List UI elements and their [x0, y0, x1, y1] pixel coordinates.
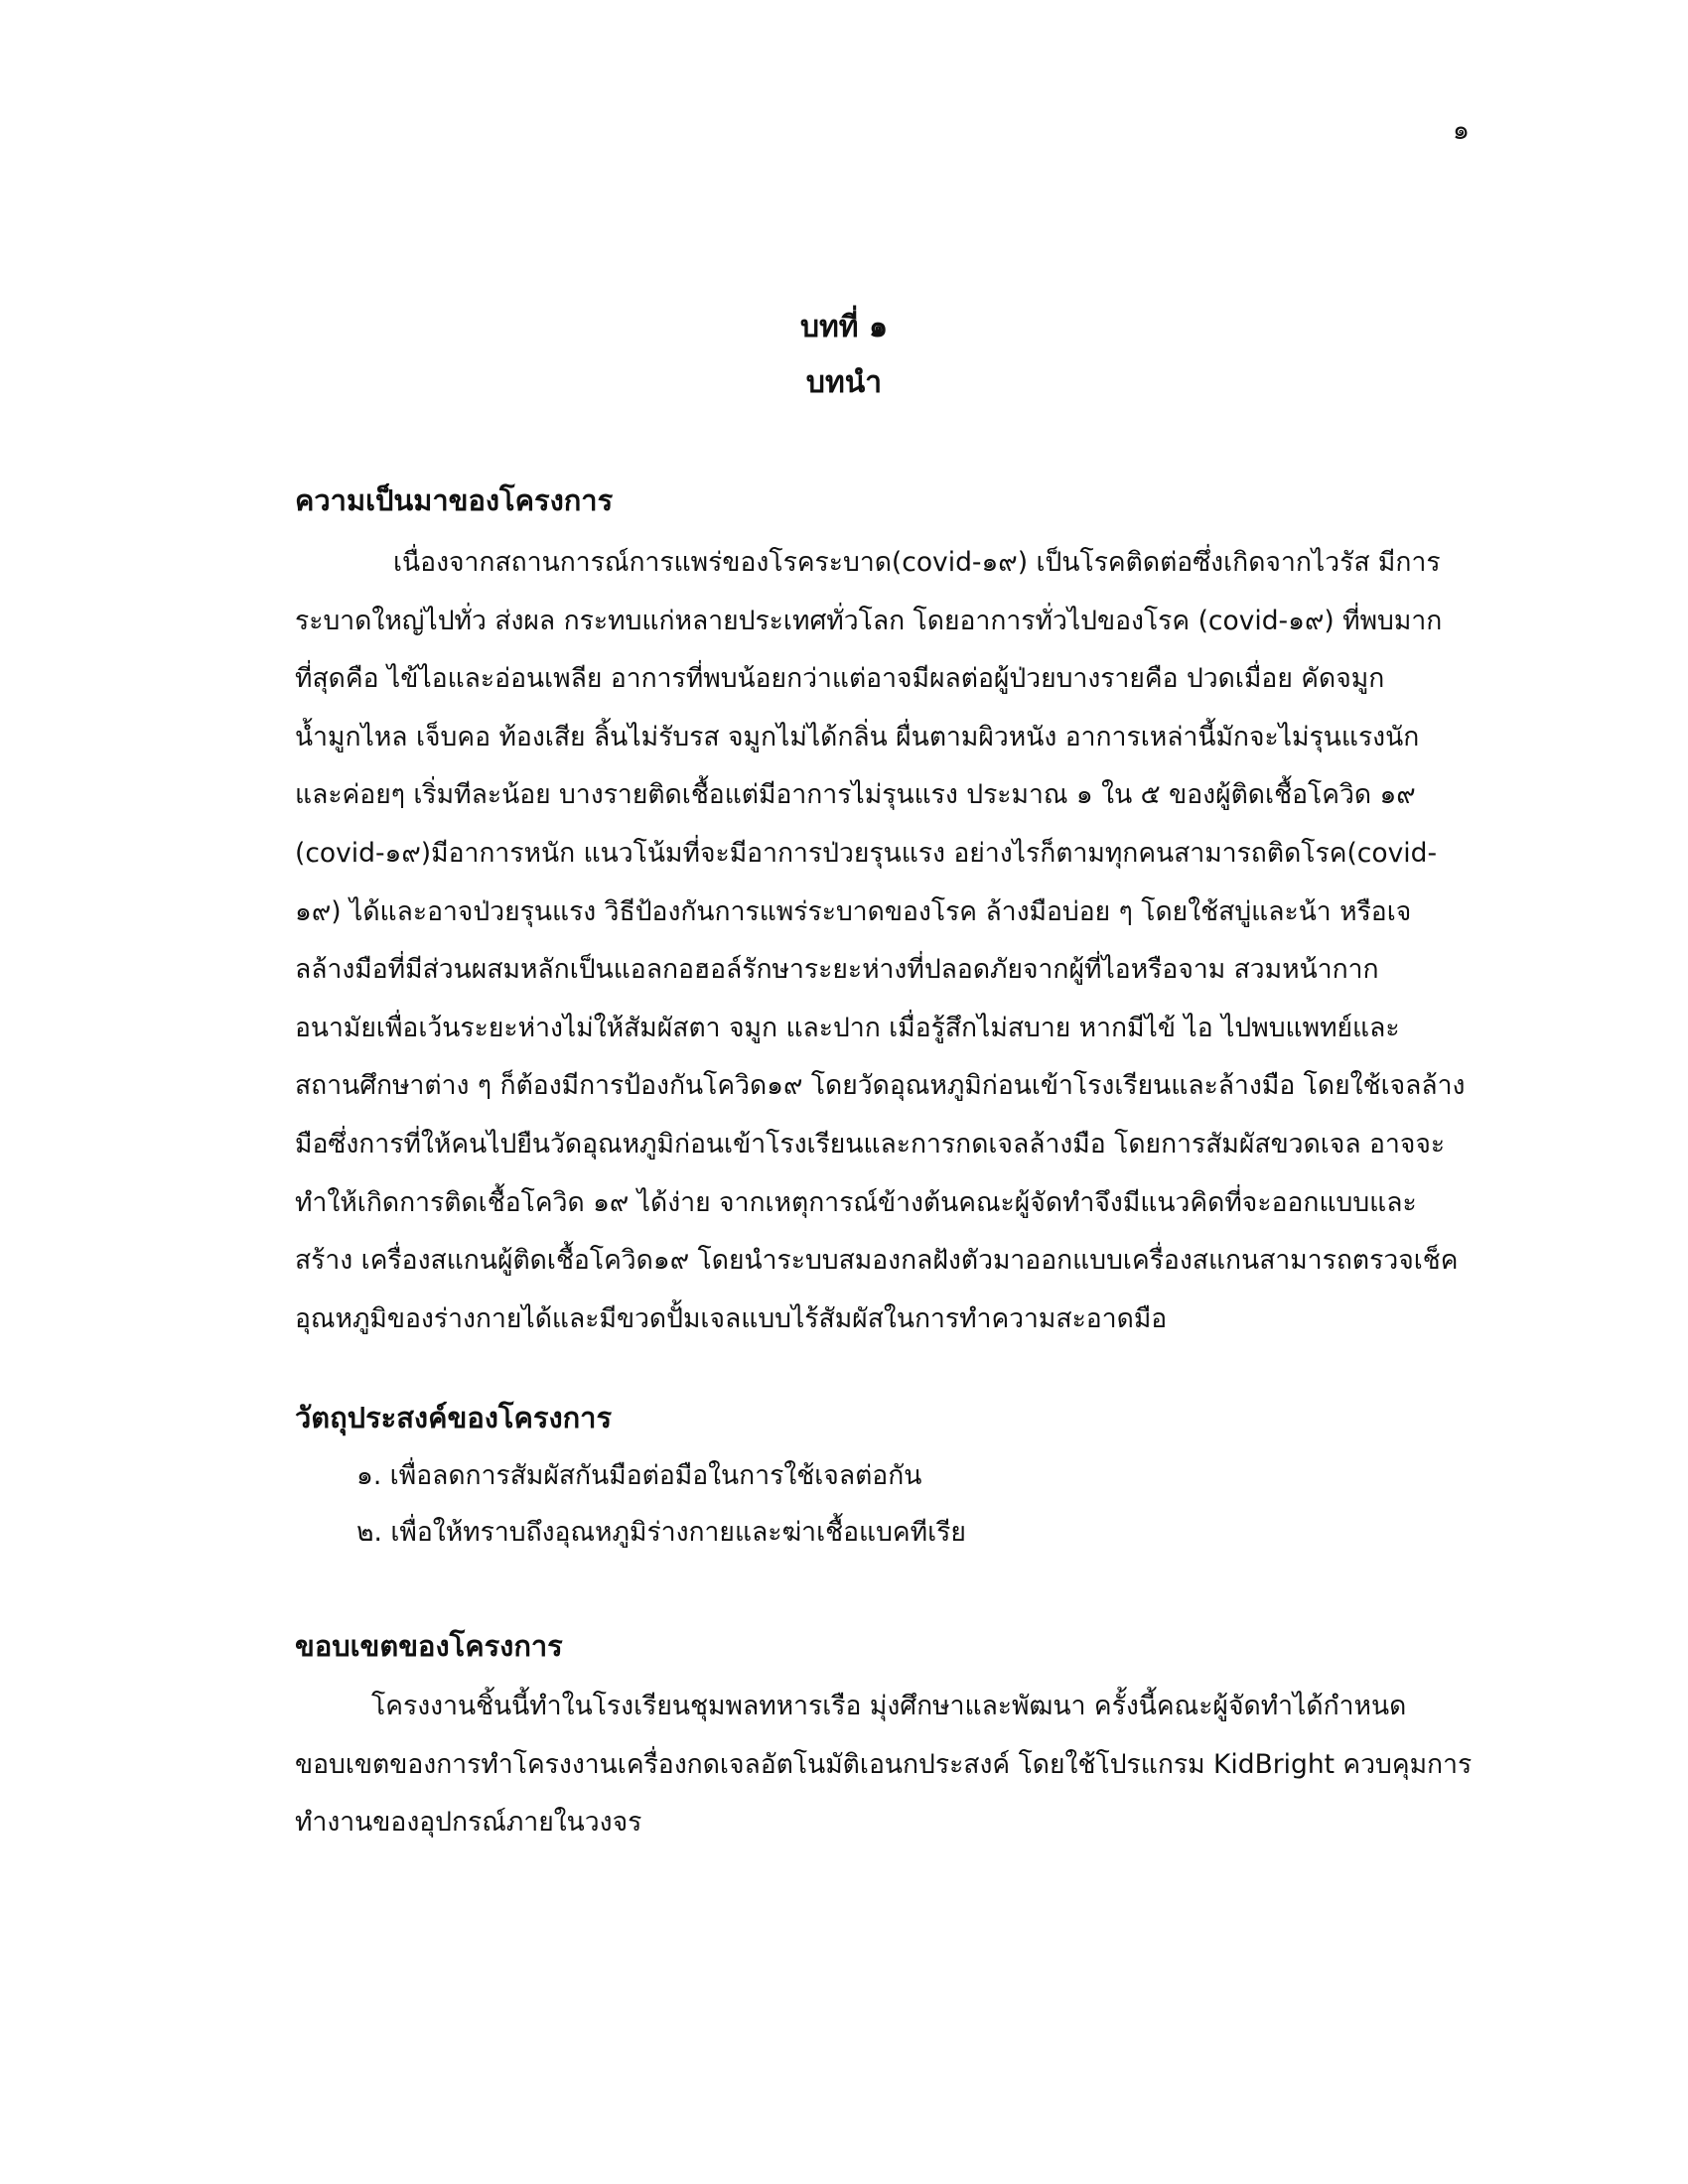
list-item: ๑. เพื่อลดการสัมผัสกันมือต่อมือในการใช้เจลต่อกัน [356, 1460, 922, 1491]
paragraph-line: อุณหภูมิของร่างกายได้และมีขวดปั้มเจลแบบไร้สัมผัสในการทำความสะอาดมือ [295, 1302, 1168, 1334]
paragraph-line: ทำให้เกิดการติดเชื้อโควิด ๑๙ ได้ง่าย จากเหตุการณ์ข้างต้นคณะผู้จัดทำจึงมีแนวคิดที่จะออกแบบและ [295, 1186, 1417, 1218]
objectives-heading: วัตถุประสงค์ของโครงการ [295, 1401, 613, 1434]
paragraph-line: เนื่องจากสถานการณ์การแพร่ของโรคระบาด(covid-๑๙) เป็นโรคติดต่อซึ่งเกิดจากไวรัส มีการ [393, 547, 1441, 578]
scope-section [295, 1618, 1486, 1852]
paragraph-line: ทำงานของอุปกรณ์ภายในวงจร [295, 1807, 642, 1839]
scope-heading: ขอบเขตของโครงการ [295, 1629, 563, 1663]
paragraph-line: ระบาดใหญ่ไปทั่ว ส่งผล กระทบแก่หลายประเทศทั่วโลก โดยอาการทั่วไปของโรค (covid-๑๙) ที่พบมาก [295, 605, 1443, 636]
objectives-list [295, 1447, 1486, 1561]
paragraph-line: ลล้างมือที่มีส่วนผสมหลักเป็นแอลกอฮอล์รักษาระยะห่างที่ปลอดภัยจากผู้ที่ไอหรือจาม สวมหน้ากาก [295, 954, 1379, 986]
list-item: ๒. เพื่อให้ทราบถึงอุณหภูมิร่างกายและฆ่าเชื้อแบคทีเรีย [356, 1517, 966, 1548]
paragraph-line: ที่สุดคือ ไข้ไอและอ่อนเพลีย อาการที่พบน้อยกว่าแต่อาจมีผลต่อผู้ป่วยบางรายคือ ปวดเมื่อย คัดจมูก [295, 663, 1385, 695]
paragraph-line: มือซึ่งการที่ให้คนไปยืนวัดอุณหภูมิก่อนเข้าโรงเรียนและการกดเจลล้างมือ โดยการสัมผัสขวดเจล อาจจะ [295, 1128, 1446, 1160]
paragraph-line: อนามัยเพื่อเว้นระยะห่างไม่ให้สัมผัสตา จมูก และปาก เมื่อรู้สึกไม่สบาย หากมีไข้ ไอ ไปพบแพทย์และ [295, 1012, 1400, 1043]
paragraph-line: (covid-๑๙)มีอาการหนัก แนวโน้มที่จะมีอาการป่วยรุนแรง อย่างไรก็ตามทุกคนสามารถติดโรค(covid- [295, 837, 1438, 869]
paragraph-line: โครงงานชิ้นนี้ทำในโรงเรียนชุมพลทหารเรือ มุ่งศึกษาและพัฒนา ครั้งนี้คณะผู้จัดทำได้กำหนด [371, 1691, 1407, 1721]
paragraph-line: ขอบเขตของการทำโครงงานเครื่องกดเจลอัตโนมัติเอนกประสงค์ โดยใช้โปรแกรม KidBright ควบคุมการ [295, 1748, 1473, 1780]
paragraph-line: และค่อยๆ เริ่มทีละน้อย บางรายติดเชื้อแต่มีอาการไม่รุนแรง ประมาณ ๑ ใน ๕ ของผู้ติดเชื้อโควิด ๑๙ [295, 779, 1416, 811]
chapter-title: บทนำ [805, 365, 883, 400]
paragraph-line: น้ำมูกไหล เจ็บคอ ท้องเสีย ลิ้นไม่รับรส จมูกไม่ได้กลิ่น ผื่นตามผิวหนัง อาการเหล่านี้มักจะไม่รุนแรงนัก [295, 721, 1420, 752]
chapter-number: บทที่ ๑ [799, 310, 889, 344]
background-section [295, 473, 1486, 1348]
objectives-section [295, 1390, 1486, 1561]
background-paragraph [295, 534, 1486, 1348]
paragraph-line: ๑๙) ได้และอาจป่วยรุนแรง วิธีป้องกันการแพร่ระบาดของโรค ล้างมือบ่อย ๆ โดยใช้สบู่และน้า หรือเจ [295, 895, 1412, 927]
paragraph-line: สถานศึกษาต่าง ๆ ก็ต้องมีการป้องกันโควิด๑๙ โดยวัดอุณหภูมิก่อนเข้าโรงเรียนและล้างมือ โดยใช้เจลล้าง [295, 1070, 1466, 1102]
page-number: ๑ [1452, 115, 1470, 146]
chapter-heading [0, 300, 1688, 411]
paragraph-line: สร้าง เครื่องสแกนผู้ติดเชื้อโควิด๑๙ โดยนำระบบสมองกลฝังตัวมาออกแบบเครื่องสแกนสามารถตรวจเช็ค [295, 1245, 1459, 1277]
background-heading: ความเป็นมาของโครงการ [295, 483, 614, 517]
scope-paragraph [295, 1678, 1486, 1852]
